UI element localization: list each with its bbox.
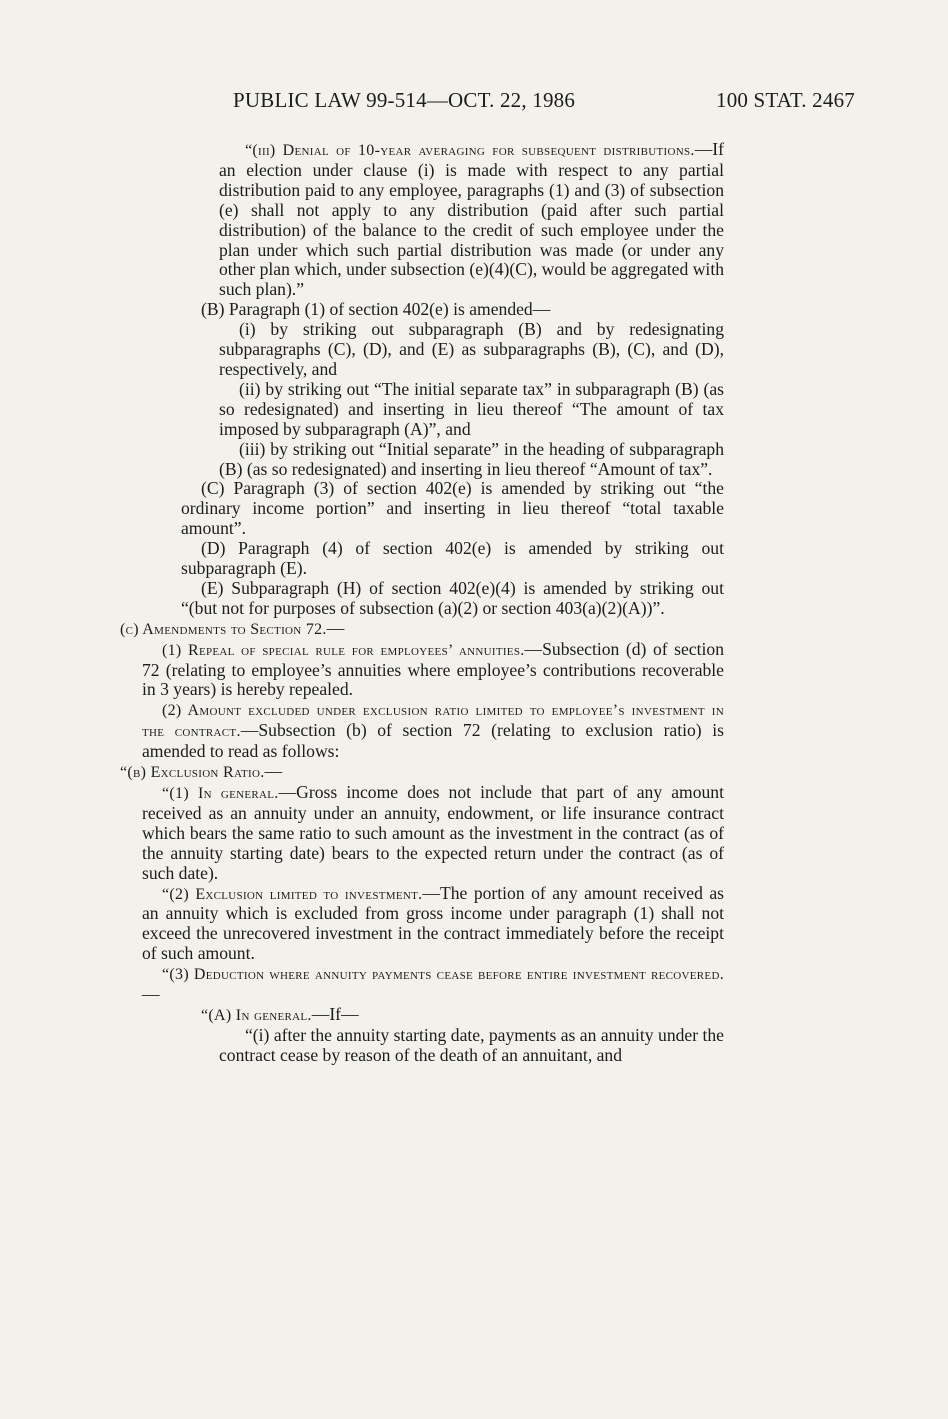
- paragraph-heading: “(iii) Denial of 10-year averaging for subsequent distributions.: [245, 142, 695, 159]
- paragraph-text: (D) Paragraph (4) of section 402(e) is amended by striking out subparagraph (E).: [181, 538, 724, 579]
- paragraph-heading: “(3) Deduction where annuity payments cease before entire investment recovered.: [162, 966, 724, 984]
- paragraph: [142, 640, 724, 701]
- paragraph-text: (i) by striking out subparagraph (B) and by redesignating subparagraphs (C), (D), and (E) as subparagraphs (B), (C), and (D), respectively, and: [219, 319, 724, 379]
- paragraph-heading: “(1) In general.: [162, 785, 279, 802]
- paragraph: [219, 380, 724, 440]
- paragraph-text: —If an election under clause (i) is made with respect to any partial distribution paid to any employee, paragraphs (1) and (3) of subsection (e) shall not apply to any distribution (paid after such partial distribution) of the balance to the credit of such employee under the plan under which such partial distribution was made (or under any other plan which, under subsection (e)(4)(C), would be aggregated with such plan).”: [219, 139, 724, 300]
- paragraph-text: (E) Subparagraph (H) of section 402(e)(4) is amended by striking out “(but not for purposes of subsection (a)(2) or section 403(a)(2)(A))”.: [181, 577, 724, 618]
- paragraph: [142, 783, 724, 884]
- paragraph-text: —: [142, 984, 160, 1005]
- paragraph: [181, 300, 724, 320]
- paragraph-text: (iii) by striking out “Initial separate” in the heading of subparagraph (B) (as so redesignated) and inserting in lieu thereof “Amount of tax”.: [219, 438, 724, 479]
- paragraph-text: (C) Paragraph (3) of section 402(e) is amended by striking out “the ordinary income portion” and inserting in lieu thereof “total taxable amount”.: [181, 478, 724, 539]
- paragraph-text: (B) Paragraph (1) of section 402(e) is amended—: [201, 299, 551, 320]
- paragraph-text: —Subsection (d) of section 72 (relating to employee’s annuities where employee’s contributions recoverable in 3 years) is hereby repealed.: [142, 638, 724, 700]
- paragraph: [120, 619, 724, 640]
- paragraph-heading: (2) Amount excluded under exclusion ratio limited to employee’s investment in the contract.: [142, 702, 724, 741]
- running-head: PUBLIC LAW 99-514—OCT. 22, 1986: [233, 88, 576, 112]
- paragraph-text: —: [264, 761, 283, 782]
- paragraph-heading: (1) Repeal of special rule for employees’ annuities.: [162, 641, 525, 659]
- paragraph-text: —: [326, 617, 345, 638]
- paragraph: [181, 579, 724, 619]
- paragraph: [219, 1026, 724, 1066]
- paragraph: [219, 440, 724, 480]
- paragraph: [219, 140, 724, 300]
- paragraph-text: (ii) by striking out “The initial separate tax” in subparagraph (B) (as so redesignated) and inserting in lieu thereof “The amount of tax imposed by subparagraph (A)”, and: [219, 378, 724, 439]
- paragraph: [181, 1005, 724, 1026]
- paragraph-heading: “(A) In general.: [201, 1006, 312, 1024]
- paragraph-heading: (c) Amendments to Section 72.: [120, 620, 327, 638]
- paragraph-text: —Gross income does not include that part of any amount received as an annuity under an annuity, endowment, or life insurance contract which bears the same ratio to such amount as the investment in the contract (as of the annuity starting date) bears to the expected return under the contract (as of such date).: [142, 782, 724, 883]
- paragraph: [120, 762, 724, 783]
- paragraph: [181, 479, 724, 539]
- page-number: 100 STAT. 2467: [716, 88, 855, 112]
- paragraph: [181, 539, 724, 579]
- paragraph: [142, 884, 724, 965]
- page-header: [0, 88, 948, 118]
- paragraph-heading: “(b) Exclusion Ratio.: [120, 764, 265, 782]
- paragraph-text: “(i) after the annuity starting date, payments as an annuity under the contract cease by reason of the death of an annuitant, and: [219, 1024, 724, 1065]
- paragraph-text: —Subsection (b) of section 72 (relating to exclusion ratio) is amended to read as follows:: [142, 720, 724, 762]
- paragraph-heading: “(2) Exclusion limited to investment.: [162, 885, 423, 903]
- paragraph: [219, 320, 724, 380]
- paragraph: [142, 964, 724, 1005]
- paragraph: [142, 700, 724, 762]
- paragraph-text: —The portion of any amount received as an annuity which is excluded from gross income under paragraph (1) shall not exceed the unrecovered investment in the contract immediately before the receipt of such amount.: [142, 882, 724, 964]
- paragraph-text: —If—: [311, 1003, 359, 1024]
- document-body: [0, 140, 948, 1066]
